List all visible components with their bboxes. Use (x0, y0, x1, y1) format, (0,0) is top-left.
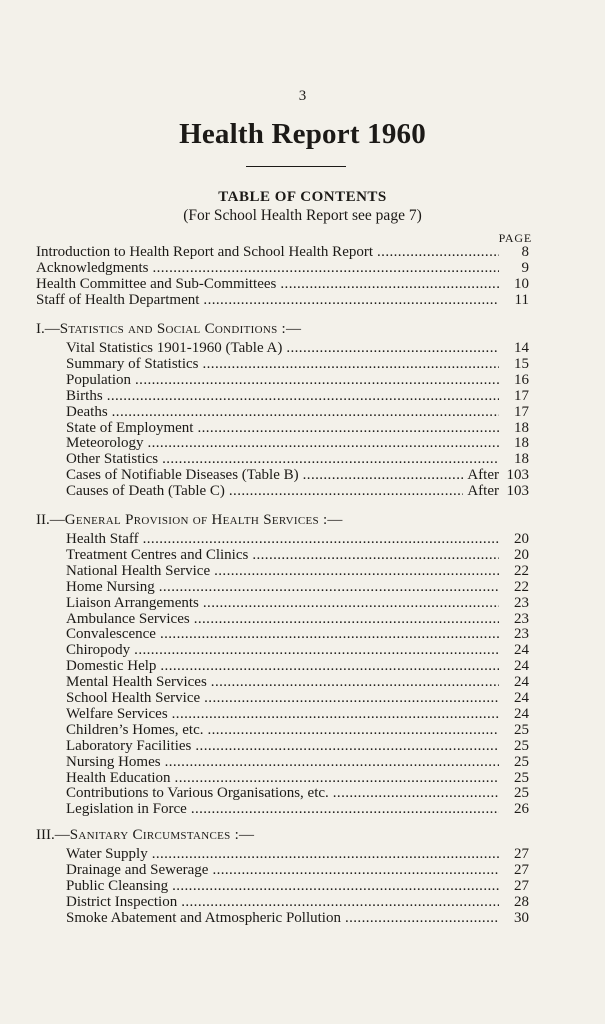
toc-entry (66, 611, 529, 627)
entry-label: Contributions to Various Organisations, etc. (66, 785, 329, 802)
entry-page-number: 18 (514, 435, 529, 452)
entry-label: National Health Service (66, 562, 211, 579)
leader-dots (212, 862, 499, 878)
entry-page-number: 24 (514, 642, 529, 659)
leader-dots (194, 611, 499, 627)
entry-label: Drainage and Sewerage (66, 861, 209, 878)
leader-dots (377, 244, 499, 260)
leader-dots (147, 435, 499, 451)
leader-dots (252, 547, 499, 563)
toc-entry (66, 626, 529, 642)
toc-entry (66, 706, 529, 722)
entry-page-number: 20 (514, 546, 529, 563)
toc-entry (66, 563, 529, 579)
toc-entry (36, 260, 529, 276)
entry-label: Population (66, 371, 132, 388)
entry-page-number: 25 (514, 721, 529, 738)
title-divider (246, 166, 346, 167)
leader-dots (134, 642, 499, 658)
leader-dots (135, 372, 499, 388)
toc-entry (66, 770, 529, 786)
toc-entry (66, 722, 529, 738)
entry-page-number: 25 (514, 737, 529, 754)
entry-label: Home Nursing (66, 578, 155, 595)
leader-dots (214, 563, 499, 579)
toc-entry (66, 372, 529, 388)
page-column-label: PAGE (498, 231, 532, 245)
entry-page-number: 24 (514, 658, 529, 675)
toc-entry (66, 531, 529, 547)
section-title: Sanitary Circumstances :— (69, 827, 255, 843)
entry-page-number: 24 (514, 674, 529, 691)
entry-label: Vital Statistics 1901-1960 (Table A) (66, 340, 283, 356)
entry-page-number: 22 (514, 562, 529, 579)
entry-page-number: 23 (514, 594, 529, 611)
toc-entry (66, 878, 529, 894)
entry-label: Legislation in Force (66, 801, 187, 818)
leader-dots (172, 706, 499, 722)
leader-dots (207, 722, 499, 738)
toc-entry (66, 451, 529, 467)
entry-page-number: 27 (514, 877, 529, 894)
toc-entry (66, 404, 529, 420)
leader-dots (211, 674, 499, 690)
leader-dots (203, 356, 500, 372)
page-number: 3 (298, 88, 307, 104)
leader-dots (107, 388, 499, 404)
toc-entry (66, 420, 529, 436)
entry-label: Cases of Notifiable Diseases (Table B) (66, 467, 299, 484)
entry-label: Staff of Health Department (36, 291, 200, 308)
entry-page-number: 25 (514, 753, 529, 770)
entry-label: State of Employment (66, 419, 194, 436)
entry-page-number: 23 (514, 626, 529, 643)
toc-entry (66, 738, 529, 754)
toc-entry (66, 658, 529, 674)
entry-label: Causes of Death (Table C) (66, 483, 225, 500)
toc-subtitle: (For School Health Report see page 7) (183, 207, 422, 224)
entry-page-number: 22 (514, 578, 529, 595)
toc-entry (66, 547, 529, 563)
entry-label: Health Committee and Sub-Committees (36, 275, 277, 292)
report-title: Health Report 1960 (179, 118, 426, 150)
toc-entry (66, 801, 529, 817)
entry-page-number: 103 (506, 483, 529, 500)
entry-page-number: 27 (514, 846, 529, 862)
toc-entry (66, 785, 529, 801)
leader-dots (229, 483, 463, 499)
leader-dots (160, 658, 499, 674)
leader-dots (286, 340, 499, 356)
entry-page-number: 16 (514, 371, 529, 388)
toc-entry (66, 846, 529, 862)
entry-page-number: 20 (514, 531, 529, 547)
leader-dots (345, 910, 499, 926)
entry-label: Public Cleansing (66, 877, 169, 894)
toc-entry (66, 340, 529, 356)
entry-label: Deaths (66, 403, 108, 420)
toc-entry (36, 276, 529, 292)
leader-dots (333, 785, 499, 801)
entry-page-number: 26 (514, 801, 529, 818)
entry-page-number: 103 (506, 467, 529, 484)
entry-label: Meteorology (66, 435, 144, 452)
entry-page-prefix: After (467, 467, 499, 484)
entry-label: Laboratory Facilities (66, 737, 192, 754)
leader-dots (195, 738, 499, 754)
leader-dots (172, 878, 499, 894)
toc-entry (66, 754, 529, 770)
entry-label: Domestic Help (66, 658, 157, 675)
leader-dots (112, 404, 499, 420)
toc-entry (66, 674, 529, 690)
entry-label: Treatment Centres and Clinics (66, 546, 249, 563)
entry-page-number: 8 (521, 244, 529, 260)
entry-page-number: 30 (514, 909, 529, 926)
entry-page-number: 24 (514, 705, 529, 722)
entry-label: Summary of Statistics (66, 355, 199, 372)
leader-dots (162, 451, 499, 467)
section-numeral: II.— (36, 512, 65, 528)
leader-dots (191, 801, 499, 817)
entry-page-number: 9 (521, 259, 529, 276)
leader-dots (303, 467, 464, 483)
toc-entry (66, 894, 529, 910)
toc-heading: TABLE OF CONTENTS (218, 189, 387, 205)
leader-dots (197, 420, 499, 436)
leader-dots (165, 754, 499, 770)
toc-entry (66, 862, 529, 878)
entry-page-number: 18 (514, 451, 529, 468)
section-heading (36, 827, 254, 844)
entry-page-number: 25 (514, 785, 529, 802)
toc-entry (66, 910, 529, 926)
leader-dots (181, 894, 499, 910)
toc-entry (36, 244, 529, 260)
entry-label: Health Staff (66, 531, 139, 547)
entry-page-number: 28 (514, 893, 529, 910)
entry-label: Smoke Abatement and Atmospheric Pollution (66, 909, 341, 926)
entry-page-number: 11 (514, 291, 529, 308)
leader-dots (152, 846, 499, 862)
entry-page-number: 18 (514, 419, 529, 436)
entry-label: District Inspection (66, 893, 178, 910)
leader-dots (175, 770, 499, 786)
leader-dots (152, 260, 499, 276)
entry-label: Births (66, 387, 103, 404)
entry-label: Health Education (66, 769, 171, 786)
section-numeral: III.— (36, 827, 70, 843)
leader-dots (160, 626, 499, 642)
toc-entry (66, 595, 529, 611)
leader-dots (204, 690, 499, 706)
entry-label: Other Statistics (66, 451, 159, 468)
section-numeral: I.— (36, 321, 60, 337)
toc-entry (66, 388, 529, 404)
toc-entry (66, 642, 529, 658)
entry-label: Chiropody (66, 642, 131, 659)
toc-entry (66, 435, 529, 451)
leader-dots (203, 595, 499, 611)
entry-label: Ambulance Services (66, 610, 190, 627)
entry-label: Acknowledgments (36, 259, 149, 276)
toc-entry (36, 292, 529, 308)
entry-page-number: 15 (514, 355, 529, 372)
toc-entry (66, 579, 529, 595)
section-heading (36, 321, 301, 338)
toc-entry (66, 356, 529, 372)
entry-label: Children’s Homes, etc. (66, 721, 204, 738)
leader-dots (280, 276, 499, 292)
entry-page-prefix: After (467, 483, 499, 500)
entry-page-number: 10 (514, 275, 529, 292)
entry-label: Introduction to Health Report and School Health Report (36, 244, 374, 260)
entry-page-number: 25 (514, 769, 529, 786)
toc-entry (66, 690, 529, 706)
section-title: General Provision of Health Services :— (64, 512, 343, 528)
section-heading (36, 512, 343, 529)
section-title: Statistics and Social Conditions :— (59, 321, 302, 337)
entry-label: Welfare Services (66, 705, 168, 722)
entry-label: School Health Service (66, 690, 201, 706)
entry-label: Mental Health Services (66, 674, 207, 691)
entry-page-number: 27 (514, 861, 529, 878)
entry-label: Liaison Arrangements (66, 594, 199, 611)
entry-label: Nursing Homes (66, 753, 161, 770)
leader-dots (203, 292, 499, 308)
toc-entry (66, 483, 529, 499)
entry-page-number: 23 (514, 610, 529, 627)
leader-dots (143, 531, 499, 547)
entry-page-number: 17 (514, 387, 529, 404)
toc-entry (66, 467, 529, 483)
leader-dots (159, 579, 499, 595)
entry-label: Convalescence (66, 626, 156, 643)
entry-page-number: 24 (514, 690, 529, 706)
entry-page-number: 14 (514, 340, 529, 356)
entry-page-number: 17 (514, 403, 529, 420)
entry-label: Water Supply (66, 846, 148, 862)
